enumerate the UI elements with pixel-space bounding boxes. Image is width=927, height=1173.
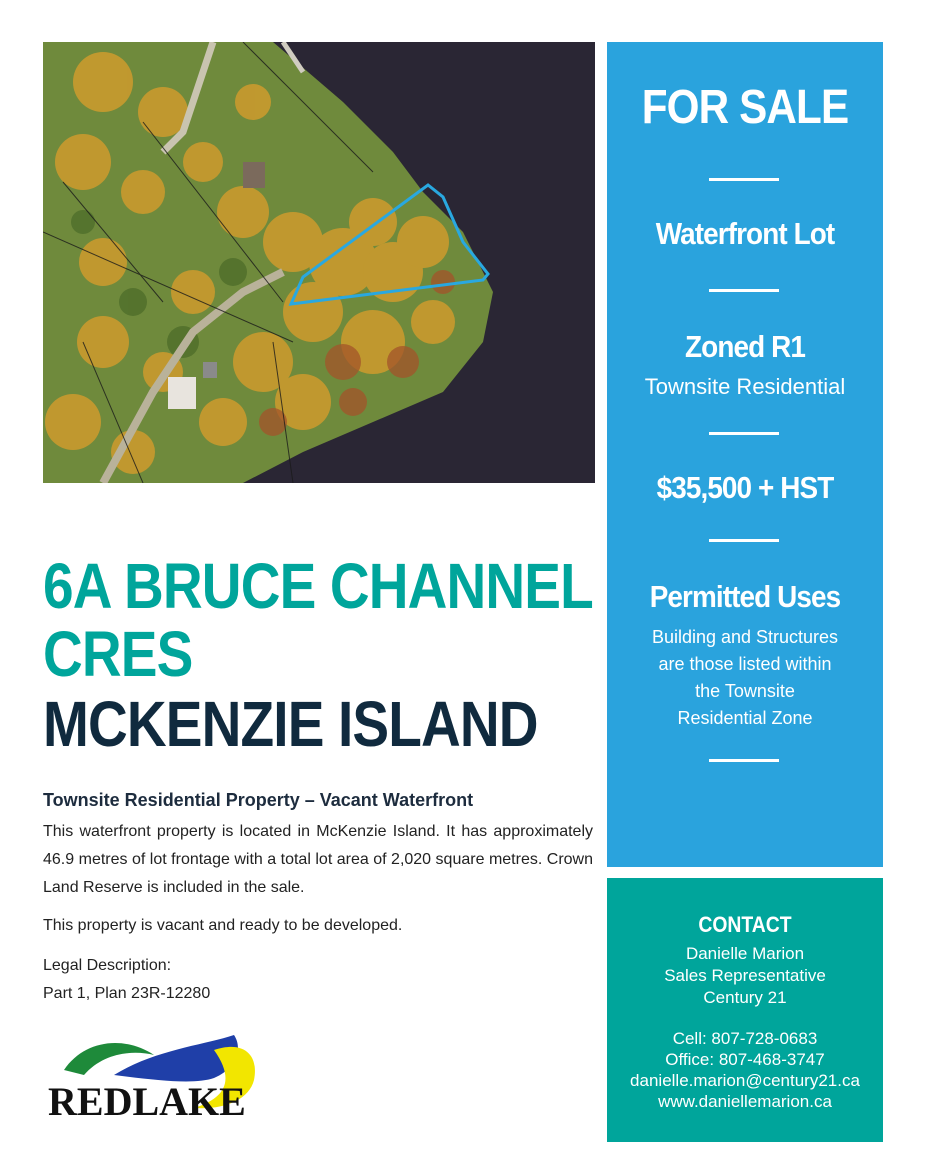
permitted-line: Building and Structures	[651, 627, 839, 647]
location-name: MCKENZIE ISLAND	[43, 688, 538, 760]
divider	[709, 289, 779, 292]
permitted-line: are those listed within	[658, 654, 832, 674]
for-sale-title: FOR SALE	[641, 81, 849, 134]
permitted-uses-text	[617, 624, 873, 732]
zoning: Zoned R1	[685, 329, 805, 364]
property-description: This waterfront property is located in McKenzie Island. It has approximately 46.9 metres of lot frontage with a total lot area of 2,020 square metres. Crown Land Reserve is included in the sale.	[43, 823, 593, 896]
development-note: This property is vacant and ready to be developed.	[43, 917, 403, 934]
divider	[709, 178, 779, 181]
legal-description-value: Part 1, Plan 23R-12280	[43, 985, 211, 1002]
legal-description-label: Legal Description:	[43, 957, 172, 974]
permitted-uses-title: Permitted Uses	[649, 579, 841, 614]
property-summary-panel	[607, 42, 883, 867]
aerial-photo	[43, 42, 595, 483]
zoning-description: Townsite Residential	[644, 374, 846, 399]
address-line-1: 6A BRUCE CHANNEL	[43, 550, 593, 622]
contact-cell: Cell: 807-728-0683	[672, 1029, 818, 1048]
divider	[709, 539, 779, 542]
logo-wordmark: REDLAKE	[48, 1079, 246, 1124]
contact-email[interactable]: danielle.marion@century21.ca	[630, 1071, 860, 1090]
divider	[709, 432, 779, 435]
contact-panel	[607, 878, 883, 1142]
property-subheading: Townsite Residential Property – Vacant Waterfront	[43, 790, 474, 810]
contact-title: CONTACT	[698, 912, 792, 937]
contact-website[interactable]: www.daniellemarion.ca	[658, 1092, 832, 1111]
price: $35,500 + HST	[656, 470, 834, 505]
permitted-line: the Townsite	[695, 681, 795, 701]
lot-type: Waterfront Lot	[655, 216, 835, 251]
address-line-2: CRES	[43, 618, 193, 690]
contact-company: Century 21	[703, 988, 787, 1007]
contact-role: Sales Representative	[664, 966, 826, 985]
contact-name: Danielle Marion	[685, 944, 805, 963]
divider	[709, 759, 779, 762]
permitted-line: Residential Zone	[677, 708, 813, 728]
red-lake-logo	[44, 1030, 264, 1130]
contact-office: Office: 807-468-3747	[665, 1050, 825, 1069]
